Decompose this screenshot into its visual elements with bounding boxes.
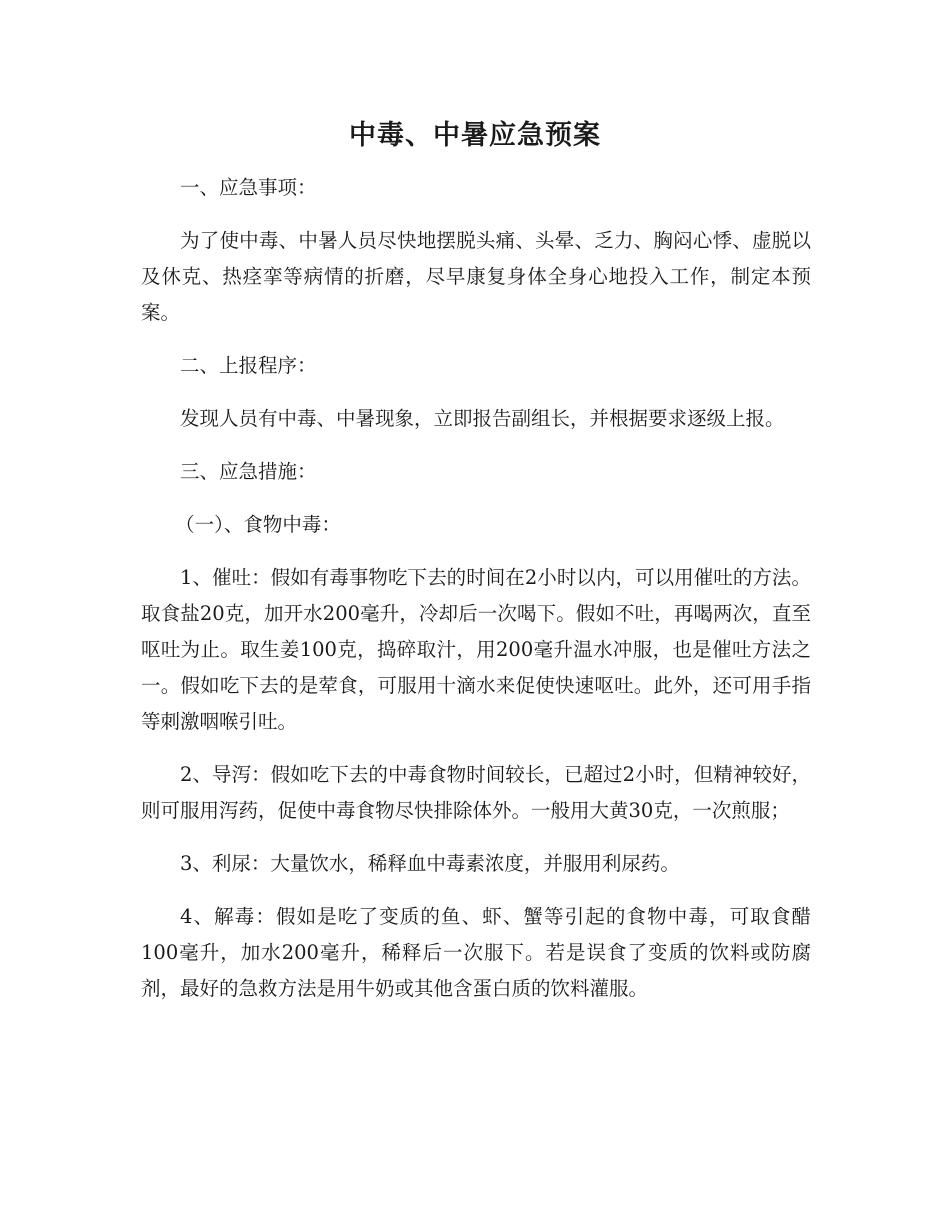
section-heading-emergency-items: 一、应急事项： (180, 176, 317, 199)
paragraph-induce-vomiting: 1、催吐：假如有毒事物吃下去的时间在2小时以内，可以用催吐的方法。取食盐20克，加开水200毫升，冷却后一次喝下。假如不吐，再喝两次，直至呕吐为止。取生姜100克，捣碎取汁，用200毫升温水冲服，也是催吐方法之一。假如吃下去的是荤食，可服用十滴水来促使快速呕吐。此外，还可用手指等刺激咽喉引吐。 (141, 566, 811, 733)
section-heading-reporting-procedure: 二、上报程序： (180, 354, 317, 377)
subsection-heading-food-poisoning: （一）、食物中毒： (175, 513, 341, 536)
document-body (141, 170, 811, 1024)
paragraph-laxative: 2、导泻：假如吃下去的中毒食物时间较长，已超过2小时，但精神较好，则可服用泻药，促使中毒食物尽快排除体外。一般用大黄30克，一次煎服； (141, 763, 811, 822)
section-heading-emergency-measures: 三、应急措施： (180, 460, 317, 483)
paragraph-diuresis: 3、利尿：大量饮水，稀释血中毒素浓度，并服用利尿药。 (180, 852, 680, 875)
paragraph-purpose: 为了使中毒、中暑人员尽快地摆脱头痛、头晕、乏力、胸闷心悸、虚脱以及休克、热痉挛等病情的折磨，尽早康复身体全身心地投入工作，制定本预案。 (141, 229, 811, 324)
paragraph-reporting: 发现人员有中毒、中暑现象，立即报告副组长，并根据要求逐级上报。 (180, 407, 785, 430)
document-title: 中毒、中暑应急预案 (349, 120, 601, 151)
paragraph-detoxification: 4、解毒：假如是吃了变质的鱼、虾、蟹等引起的食物中毒，可取食醋100毫升，加水200毫升，稀释后一次服下。若是误食了变质的饮料或防腐剂，最好的急救方法是用牛奶或其他含蛋白质的饮料灌服。 (141, 905, 811, 1000)
